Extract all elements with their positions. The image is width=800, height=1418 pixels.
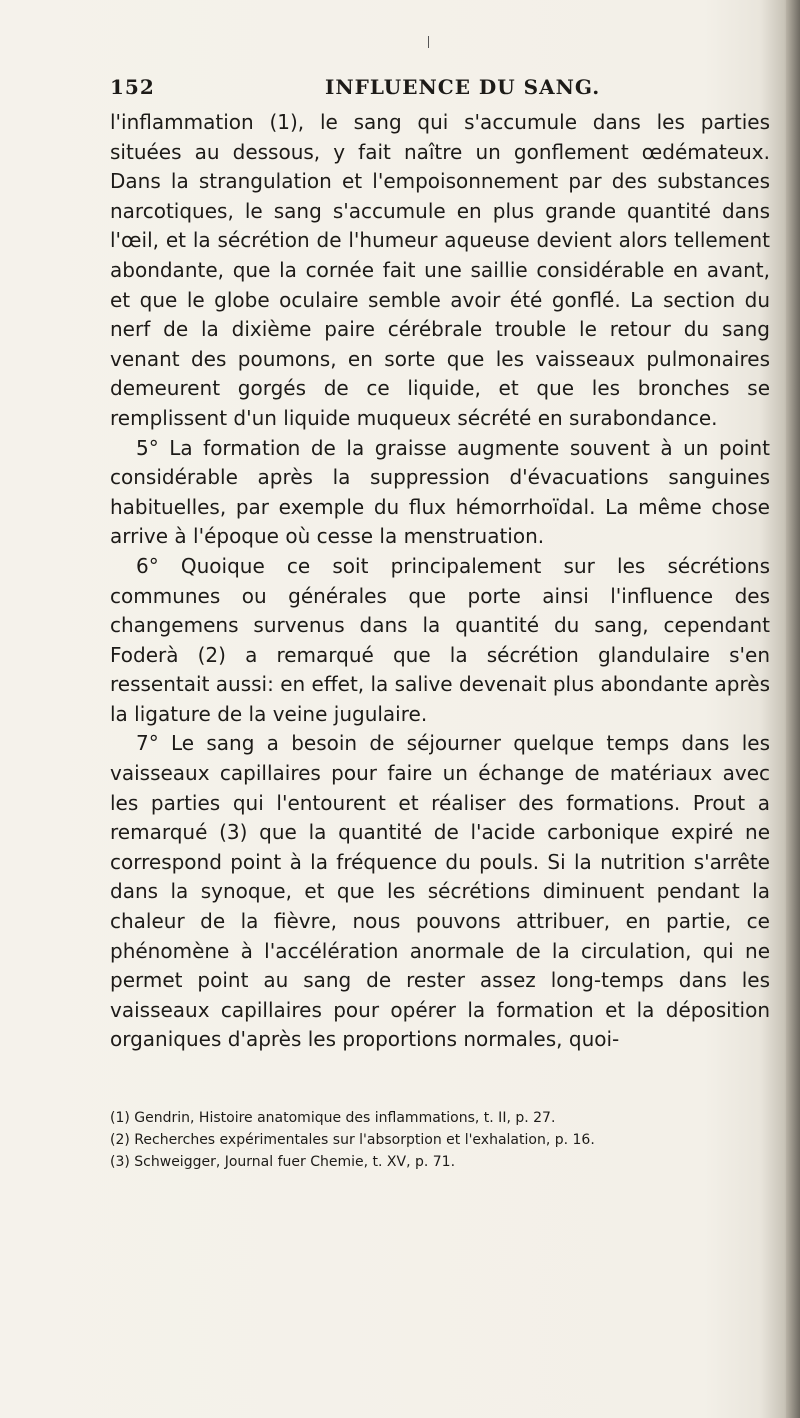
footnotes xyxy=(110,1107,770,1173)
footnote-3: (3) Schweigger, Journal fuer Chemie, t. XV, p. 71. xyxy=(110,1154,456,1170)
page-number: 152 xyxy=(110,75,155,99)
page-header xyxy=(110,75,770,105)
paragraph-item-7: 7° Le sang a besoin de séjourner quelque temps dans les vaisseaux capillaires pour faire un échange de matériaux avec les parties qui l'entourent et réaliser des formations. Prout a remarqué (3) que la quantité de l'acide carbonique expiré ne correspond point à la fréquence du pouls. Si la nutrition s'arrête dans la synoque, et que les sécrétions diminuent pendant la chaleur de la fièvre, nous pouvons attribuer, en partie, ce phénomène à l'accélération anormale de la circulation, qui ne permet point au sang de rester assez long-temps dans les vaisseaux capillaires pour opérer la formation et la déposition organiques d'après les proportions normales, quoi- xyxy=(110,731,770,1052)
ink-mark xyxy=(428,36,429,48)
running-head: INFLUENCE DU SANG. xyxy=(325,75,601,99)
page-edge-shadow xyxy=(786,0,800,1418)
footnote-2: (2) Recherches expérimentales sur l'absorption et l'exhalation, p. 16. xyxy=(110,1132,595,1148)
paragraph-item-6: 6° Quoique ce soit principalement sur les sécrétions communes ou générales que porte ainsi l'influence des changemens survenus dans la quantité du sang, cependant Foderà (2) a remarqué que la sécrétion glandulaire s'en ressentait aussi: en effet, la salive devenait plus abondante après la ligature de la veine jugulaire. xyxy=(110,553,770,726)
body-text xyxy=(110,108,770,1055)
paragraph-item-5: 5° La formation de la graisse augmente souvent à un point considérable après la suppression d'évacuations sanguines habituelles, par exemple du flux hémorrhoïdal. La même chose arrive à l'époque où cesse la menstruation. xyxy=(110,435,770,549)
paragraph-continuation: l'inflammation (1), le sang qui s'accumule dans les parties situées au dessous, y fait naître un gonflement œdémateux. Dans la strangulation et l'empoisonnement par des substances narcotiques, le sang s'accumule en plus grande quantité dans l'œil, et la sécrétion de l'humeur aqueuse devient alors tellement abondante, que la cornée fait une saillie considérable en avant, et que le globe oculaire semble avoir été gonflé. La section du nerf de la dixième paire cérébrale trouble le retour du sang venant des poumons, en sorte que les vaisseaux pulmonaires demeurent gorgés de ce liquide, et que les bronches se remplissent d'un liquide muqueux sécrété en surabondance. xyxy=(110,110,770,430)
footnote-1: (1) Gendrin, Histoire anatomique des inflammations, t. II, p. 27. xyxy=(110,1110,556,1126)
